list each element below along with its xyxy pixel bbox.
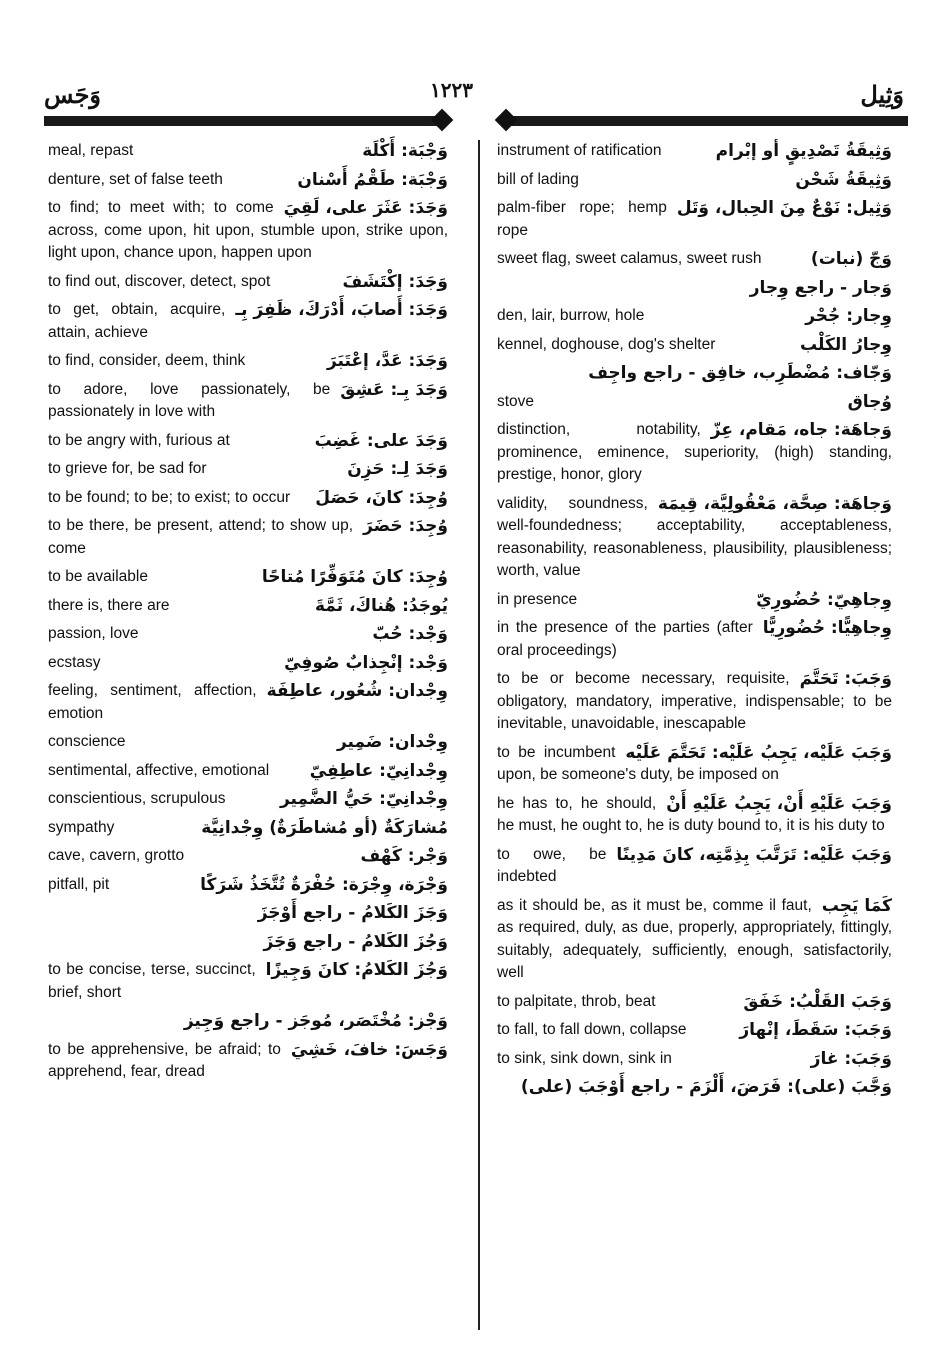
dictionary-entry: [48, 379, 448, 424]
arabic-headword: وَجَبَ: غارَ: [810, 1048, 892, 1069]
english-definition: as it should be, as it must be, comme il faut, as required, duly, as due, properly, appropriately, fittingly, suitably, adequately, sufficiently, enough, satisfactorily, well: [497, 896, 892, 981]
english-definition: in the presence of the parties (after oral proceedings): [497, 619, 753, 659]
arabic-headword: وَجَبَ عَلَيْه، يَجِبُ عَلَيْه: تَحَتَّمَ عَلَيْه: [625, 742, 892, 763]
arabic-headword: وِجاهِيًّا: حُضُورِيًّا: [762, 618, 892, 638]
english-definition: pitfall, pit: [48, 875, 110, 893]
dictionary-entry: [48, 902, 448, 925]
english-definition: to grieve for, be sad for: [48, 460, 207, 477]
dictionary-entry: [48, 197, 448, 265]
english-definition: stove: [497, 392, 535, 410]
right-column: [497, 140, 892, 1105]
dictionary-entry: [497, 334, 892, 357]
dictionary-entry: [497, 742, 892, 787]
arabic-headword: كَمَا يَجِب: [821, 895, 892, 916]
arabic-headword: وَجَدَ: عَدَّ، إعْتَبَرَ: [326, 351, 448, 371]
arabic-headword: وَجَبَ القَلْبُ: خَفَقَ: [743, 991, 892, 1012]
header-left-word: وَجَس: [44, 80, 102, 109]
arabic-headword: وِجْدانِيّ: عاطِفِيّ: [309, 760, 448, 781]
english-definition: to be incumbent upon, be someone's duty, be imposed on: [497, 743, 779, 783]
dictionary-entry: [497, 140, 892, 163]
dictionary-entry: [48, 652, 448, 675]
arabic-headword: وَجَسَ: خافَ، خَشِيَ: [290, 1039, 448, 1060]
english-definition: ecstasy: [48, 653, 101, 671]
english-definition: instrument of ratification: [497, 142, 662, 159]
header-rule-right: [508, 116, 908, 126]
left-column: [48, 140, 448, 1090]
english-definition: meal, repast: [48, 142, 134, 159]
arabic-headword: وَجْر: كَهْف: [360, 846, 448, 866]
dictionary-entry: [48, 680, 448, 725]
arabic-headword: وَجَبَ: تَحَتَّمَ: [799, 669, 892, 689]
arabic-headword: وِجاهِيّ: حُضُورِيّ: [756, 589, 892, 610]
english-definition: to be angry with, furious at: [48, 431, 230, 449]
arabic-headword: مُشارَكَةٌ (أو مُشاطَرَةٌ) وِجْدانِيَّة: [201, 817, 448, 838]
arabic-headword: وُجاق: [847, 391, 892, 412]
english-definition: in presence: [497, 590, 578, 608]
english-definition: cave, cavern, grotto: [48, 847, 185, 864]
english-definition: passion, love: [48, 625, 139, 642]
page-number: ١٢٢٣: [430, 78, 473, 102]
diamond-ornament-right: [495, 109, 518, 132]
arabic-headword: وِجارُ الكَلْب: [800, 334, 892, 355]
english-definition: to be found; to be; to exist; to occur: [48, 488, 291, 506]
english-definition: to find, consider, deem, think: [48, 352, 246, 369]
english-definition: he has to, he should, he must, he ought to, he is duty bound to, it is his duty to: [497, 794, 885, 834]
english-definition: to be apprehensive, be afraid; to apprehend, fear, dread: [48, 1040, 281, 1080]
english-definition: to be available: [48, 568, 148, 585]
english-definition: sentimental, affective, emotional: [48, 761, 270, 779]
english-definition: to get, obtain, acquire, attain, achieve: [48, 301, 226, 341]
english-definition: kennel, doghouse, dog's shelter: [497, 335, 716, 353]
dictionary-entry: [497, 895, 892, 985]
arabic-headword: وَجّاف: مُضْطَرِب، خافِق - راجع واجِف: [588, 363, 892, 383]
arabic-headword: وَثِيقَةُ تَصْدِيقٍ أو إبْرام: [715, 141, 892, 161]
dictionary-entry: [497, 1048, 892, 1071]
english-definition: sweet flag, sweet calamus, sweet rush: [497, 250, 762, 267]
english-definition: bill of lading: [497, 170, 579, 188]
dictionary-entry: [48, 1010, 448, 1033]
arabic-headword: يُوجَدُ: هُناكَ، ثَمَّةَ: [315, 595, 448, 616]
dictionary-entry: [497, 305, 892, 328]
english-definition: sympathy: [48, 818, 115, 836]
arabic-headword: وِجْدان: شُعُور، عاطِفَة: [266, 681, 448, 701]
arabic-headword: وَجْد: إنْجِذابٌ صُوفِيّ: [284, 652, 448, 673]
dictionary-entry: [497, 793, 892, 838]
dictionary-entry: [48, 1039, 448, 1084]
arabic-headword: وَجْبَة: طَقْمُ أَسْنان: [297, 169, 448, 190]
arabic-headword: وَجَدَ على: غَضِبَ: [314, 430, 448, 451]
arabic-headword: وَجُزَ الكَلامُ: كانَ وَجِيزًا: [265, 960, 448, 980]
arabic-headword: وَجَّبَ (على): فَرَضَ، أَلْزَمَ - راجع أَوْجَبَ (على): [520, 1077, 892, 1097]
arabic-headword: وَجّ (نبات): [810, 249, 892, 269]
dictionary-entry: [48, 788, 448, 811]
header-rule-left: [44, 116, 444, 126]
dictionary-entry: [497, 668, 892, 736]
arabic-headword: وَجَدَ بِـ: عَشِقَ: [340, 379, 448, 400]
dictionary-entry: [497, 419, 892, 487]
arabic-headword: وَثِيقَةُ شَحْن: [795, 169, 892, 190]
english-definition: to be or become necessary, requisite, obligatory, mandatory, imperative, indispensable; to be inevitable, unavoidable, inescapable: [497, 670, 892, 732]
english-definition: to be there, be present, attend; to show up, come: [48, 517, 354, 557]
english-definition: den, lair, burrow, hole: [497, 307, 645, 324]
arabic-headword: وَثِيل: نَوْعٌ مِنَ الحِبال، وَتَل: [676, 198, 892, 218]
dictionary-entry: [497, 248, 892, 271]
arabic-headword: وُجِدَ: حَضَرَ: [363, 516, 448, 536]
arabic-headword: وَجَدَ: عَثَرَ على، لَقِيَ: [283, 198, 448, 218]
dictionary-entry: [48, 931, 448, 954]
dictionary-entry: [497, 277, 892, 300]
english-definition: validity, soundness, well-foundedness; acceptability, acceptableness, reasonability, reasonableness, plausibility, plausibleness; worth, value: [497, 494, 892, 579]
dictionary-entry: [48, 430, 448, 453]
english-definition: to adore, love passionately, be passionately in love with: [48, 380, 331, 420]
header-right-word: وَثِيل: [860, 80, 904, 109]
english-definition: conscience: [48, 733, 126, 750]
arabic-headword: وَجْبَة: أَكْلَة: [362, 141, 448, 161]
column-divider: [478, 140, 480, 1330]
english-definition: to fall, to fall down, collapse: [497, 1021, 687, 1038]
arabic-headword: وُجِدَ: كانَ مُتَوَفِّرًا مُتاحًا: [261, 567, 448, 587]
dictionary-entry: [48, 299, 448, 344]
dictionary-entry: [497, 617, 892, 662]
diamond-ornament-left: [431, 109, 454, 132]
english-definition: to palpitate, throb, beat: [497, 992, 656, 1010]
english-definition: palm-fiber rope; hemp rope: [497, 199, 667, 239]
dictionary-entry: [48, 595, 448, 618]
dictionary-entry: [497, 169, 892, 192]
arabic-headword: وَجَدَ: إكْتَشَفَ: [342, 271, 448, 292]
dictionary-entry: [497, 1019, 892, 1042]
dictionary-entry: [497, 844, 892, 889]
dictionary-entry: [497, 991, 892, 1014]
dictionary-entry: [497, 362, 892, 385]
arabic-headword: وُجِدَ: كانَ، حَصَلَ: [315, 487, 448, 508]
dictionary-entry: [497, 1076, 892, 1099]
english-definition: feeling, sentiment, affection, emotion: [48, 682, 257, 722]
arabic-headword: وَجَبَ عَلَيْهِ أَنْ، يَجِبُ عَلَيْهِ أَنْ: [666, 793, 892, 814]
arabic-headword: وَجَدَ لِـ: حَزِنَ: [347, 459, 448, 479]
dictionary-entry: [48, 271, 448, 294]
arabic-headword: وَجْرَة، وِجْرَة: حُفْرَةٌ تُتَّخَذُ شَرَكًا: [200, 874, 448, 895]
dictionary-entry: [48, 515, 448, 560]
arabic-headword: وِجْدانِيّ: حَيُّ الضَّمِير: [279, 789, 448, 809]
dictionary-entry: [48, 458, 448, 481]
arabic-headword: وَجْد: حُبّ: [372, 624, 448, 644]
dictionary-entry: [48, 487, 448, 510]
arabic-headword: وَجاهَة: جاه، مَقام، عِزّ: [710, 420, 892, 440]
arabic-headword: وِجار: جُحْر: [805, 306, 892, 326]
arabic-headword: وَجَبَ: سَقَطَ، إنْهارَ: [739, 1020, 892, 1040]
english-definition: to be concise, terse, succinct, brief, short: [48, 961, 256, 1001]
dictionary-entry: [48, 874, 448, 897]
english-definition: to owe, be indebted: [497, 845, 607, 885]
dictionary-entry: [48, 817, 448, 840]
english-definition: to sink, sink down, sink in: [497, 1049, 672, 1067]
arabic-headword: وِجْدان: ضَمِير: [336, 732, 448, 752]
dictionary-entry: [48, 623, 448, 646]
dictionary-entry: [497, 589, 892, 612]
arabic-headword: وَجَزَ الكَلامُ - راجع أَوْجَزَ: [257, 903, 448, 923]
dictionary-entry: [497, 493, 892, 583]
english-definition: to find out, discover, detect, spot: [48, 272, 271, 290]
arabic-headword: وَجَدَ: أَصابَ، أَدْرَكَ، ظَفِرَ بِـ: [235, 300, 448, 320]
dictionary-entry: [48, 350, 448, 373]
arabic-headword: وَجار - راجع وِجار: [749, 277, 892, 298]
english-definition: distinction, notability, prominence, eminence, superiority, (high) standing, prestige, honor, glory: [497, 421, 892, 483]
dictionary-entry: [48, 566, 448, 589]
arabic-headword: وَجاهَة: صِحَّة، مَعْقُولِيَّة، قِيمَة: [657, 493, 892, 514]
english-definition: to find; to meet with; to come across, come upon, hit upon, stumble upon, strike upon, light upon, chance upon, happen upon: [48, 199, 448, 261]
dictionary-entry: [48, 169, 448, 192]
arabic-headword: وَجُزَ الكَلامُ - راجع وَجَزَ: [263, 931, 448, 952]
dictionary-entry: [497, 391, 892, 414]
dictionary-entry: [48, 731, 448, 754]
arabic-headword: وَجَبَ عَلَيْه: تَرَتَّبَ بِذِمَّتِه، كانَ مَدِينًا: [616, 844, 892, 865]
dictionary-entry: [48, 760, 448, 783]
dictionary-entry: [48, 845, 448, 868]
english-definition: conscientious, scrupulous: [48, 790, 226, 807]
english-definition: there is, there are: [48, 596, 170, 614]
english-definition: denture, set of false teeth: [48, 170, 223, 188]
arabic-headword: وَجْز: مُخْتَصَر، مُوجَز - راجع وَجِيز: [183, 1011, 448, 1031]
dictionary-entry: [48, 959, 448, 1004]
dictionary-entry: [48, 140, 448, 163]
dictionary-entry: [497, 197, 892, 242]
